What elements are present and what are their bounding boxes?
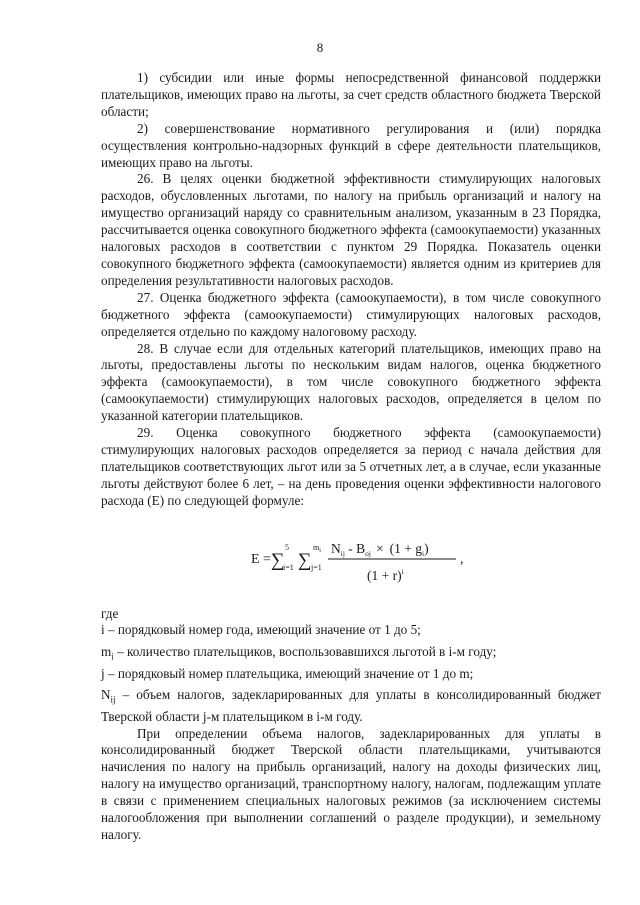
formula-outer-sum: ∑ xyxy=(271,549,285,571)
where-label: где xyxy=(101,605,119,621)
paragraph-regulation: 2) совершенствование нормативного регулирования и (или) порядка осуществления контрольно-надзорных функций в сфере деятельности плательщиков, имеющих право на льготы. xyxy=(101,120,601,170)
paragraph-26: 26. В целях оценки бюджетной эффективности стимулирующих налоговых расходов, обусловленных льготами, по налогу на прибыль организаций и налогу на имущество организаций наряду со сравнительным анализом, указанным в 23 Порядка, рассчитывается оценка совокупного бюджетного эффекта (самоокупаемости) указанных налоговых расходов в соответствии с пунктом 29 Порядка. Показатель оценки совокупного бюджетного эффекта (самоокупаемости) является одним из критериев для определения результативности налоговых расходов. xyxy=(101,171,601,288)
paragraph-27: 27. Оценка бюджетного эффекта (самоокупаемости), в том числе совокупного бюджетного эффекта (самоокупаемости) стимулирующих налоговых расходов, определяется отдельно по каждому налоговому расходу. xyxy=(101,289,601,339)
definition-m: $m_i$ – количество плательщиков, воспользовавшихся льготой в i-м году; xyxy=(101,644,497,662)
budget-effect-formula xyxy=(101,516,601,598)
formula-lhs: E = xyxy=(251,551,271,567)
definition-i: i – порядковый номер года, имеющий значение от 1 до 5; xyxy=(101,622,421,638)
formula-numerator: $N_{ij} - B_{oj} \times (1 + g_i)$ xyxy=(331,540,429,558)
definition-n: $N_{ij}$ – объем налогов, задекларированных для уплаты в консолидированный бюджет Тверской области j-м плательщиком в i-м году. xyxy=(101,687,601,724)
page-number: 8 xyxy=(316,40,324,55)
paragraph-subsidies: 1) субсидии или иные формы непосредственной финансовой поддержки плательщиков, имеющих право на льготы, за счет средств областного бюджета Тверской области; xyxy=(101,70,601,119)
paragraph-29: 29. Оценка совокупного бюджетного эффекта (самоокупаемости) стимулирующих налоговых расходов определяется за период с начала действия для плательщиков соответствующих льгот или за 5 отчетных лет, а в случае, если указанные льготы действуют более 6 лет, – на день проведения оценки эффективности налогового расхода (E) по следующей формуле: xyxy=(101,425,601,508)
formula-outer-lower: i=1 xyxy=(283,562,294,572)
document-body xyxy=(101,70,601,844)
formula-inner-upper: $m_i$ xyxy=(313,542,321,554)
formula-outer-upper: 5 xyxy=(285,542,289,552)
formula-inner-sum: ∑ xyxy=(298,549,312,571)
definition-j: j – порядковый номер плательщика, имеющий значение от 1 до m; xyxy=(101,665,474,681)
formula-inner-lower: j=1 xyxy=(311,562,322,572)
formula-block xyxy=(101,516,601,598)
formula-trailing-comma: , xyxy=(460,551,464,567)
paragraph-closing: При определении объема налогов, задекларированных для уплаты в консолидированный бюджет Тверской области плательщиками, учитываются начисления по налогу на прибыль организаций, налогу на доходы физических лиц, налогу на имущество организаций, транспортному налогу, налогам, подлежащим уплате в связи с применением специальных налоговых режимов (за исключением системы налогообложения при выполнении соглашений о разделе продукции), и земельному налогу. xyxy=(101,725,601,842)
paragraph-28: 28. В случае если для отдельных категорий плательщиков, имеющих право на льготы, предоставлены льготы по нескольким видам налогов, оценка бюджетного эффекта (самоокупаемости), в том числе совокупного бюджетного эффекта (самоокупаемости) стимулирующих налоговых расходов, определяется в целом по указанной категории плательщиков. xyxy=(101,340,601,424)
formula-denominator: $(1 + r)^i$ xyxy=(367,566,404,583)
